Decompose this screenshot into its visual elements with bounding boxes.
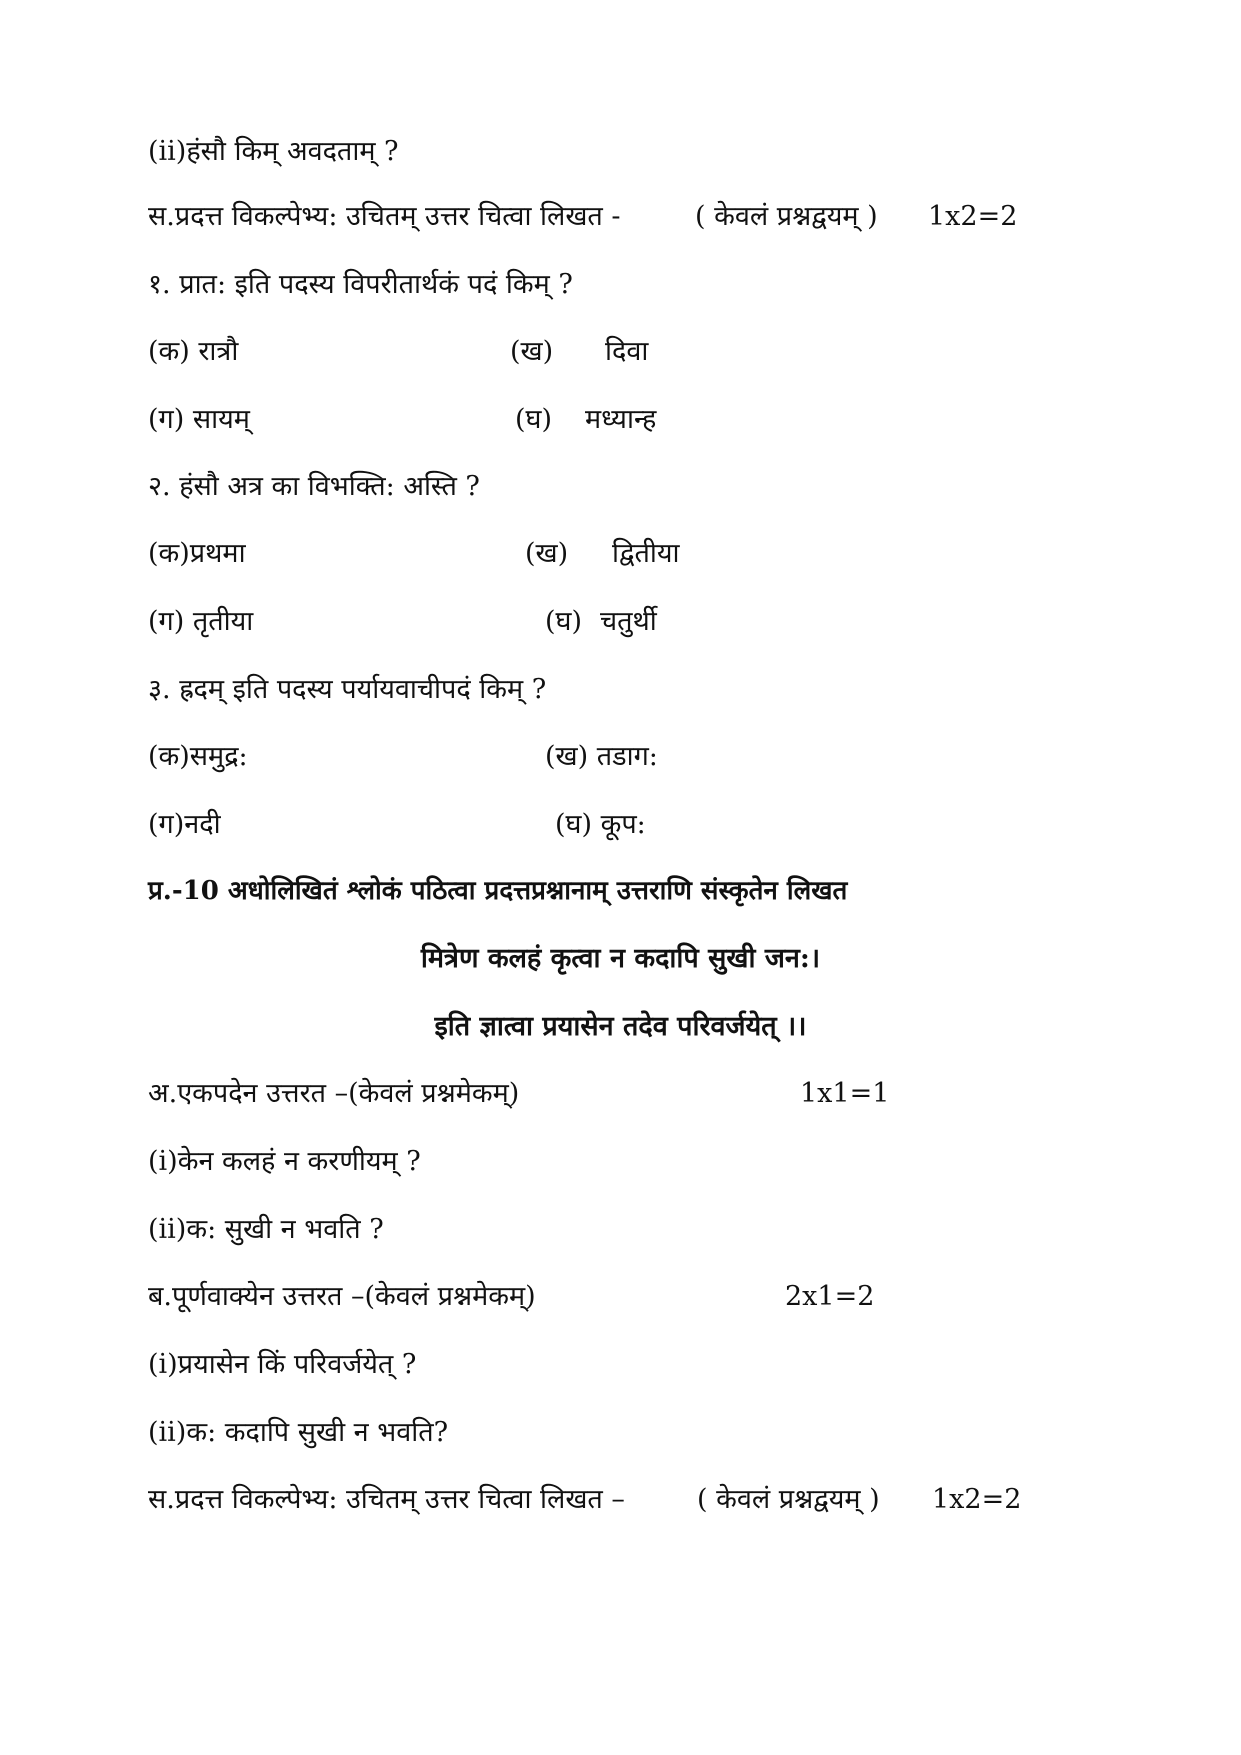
option-d: चतुर्थी [600,606,657,637]
section-instruction: स.प्रदत्त विकल्पेभ्य: उचितम् उत्तर चित्वा लिखत - [148,201,621,232]
marks-label: 2x1=2 [785,1281,875,1312]
option-c: (ग) तृतीया [148,606,254,637]
question-line: (i)केन कलहं न करणीयम् ? [148,1146,421,1177]
option-a: (क) रात्रौ [148,336,239,367]
question-heading: प्र.-10 अधोलिखितं श्लोकं पठित्वा प्रदत्तप्रश्नानाम् उत्तराणि संस्कृतेन लिखत [148,876,848,906]
option-b: दिवा [605,336,649,367]
question-line: १. प्रात: इति पदस्य विपरीतार्थकं पदं किम् ? [148,269,573,300]
question-line: (ii)क: कदापि सुखी न भवति? [148,1417,449,1448]
option-b: (ख) तडाग: [545,741,658,772]
shloka-line-1: मित्रेण कलहं कृत्वा न कदापि सुखी जन:। [420,943,821,974]
question-line: (ii)क: सुखी न भवति ? [148,1214,384,1245]
question-line: ३. ह्रदम् इति पदस्य पर्यायवाचीपदं किम् ? [148,674,547,705]
question-line: (ii)हंसौ किम् अवदताम् ? [148,136,399,167]
option-b-marker: (ख) [525,538,569,569]
question-line: २. हंसौ अत्र का विभक्ति: अस्ति ? [148,471,480,502]
option-d: (घ) कूप: [555,809,646,840]
option-a: (क)प्रथमा [148,538,246,569]
section-instruction: ब.पूर्णवाक्येन उत्तरत –(केवलं प्रश्नमेकम्) [148,1281,536,1312]
marks-label: 1x2=2 [932,1484,1022,1515]
option-c: (ग)नदी [148,809,221,840]
instruction-note: ( केवलं प्रश्नद्वयम् ) [697,1484,880,1515]
option-a: (क)समुद्र: [148,741,248,772]
option-b-marker: (ख) [510,336,554,367]
option-d: मध्यान्ह [585,404,657,435]
marks-label: 1x2=2 [928,201,1018,232]
question-line: (i)प्रयासेन किं परिवर्जयेत् ? [148,1349,417,1380]
section-instruction: अ.एकपदेन उत्तरत –(केवलं प्रश्नमेकम्) [148,1078,520,1109]
shloka-line-2: इति ज्ञात्वा प्रयासेन तदेव परिवर्जयेत् ।। [434,1011,807,1042]
option-c: (ग) सायम् [148,404,250,435]
instruction-note: ( केवलं प्रश्नद्वयम् ) [695,201,878,232]
section-instruction: स.प्रदत्त विकल्पेभ्य: उचितम् उत्तर चित्वा लिखत – [148,1484,625,1515]
option-d-marker: (घ) [515,404,553,435]
option-d-marker: (घ) [545,606,583,637]
option-b: द्वितीया [612,538,680,569]
marks-label: 1x1=1 [800,1078,890,1109]
